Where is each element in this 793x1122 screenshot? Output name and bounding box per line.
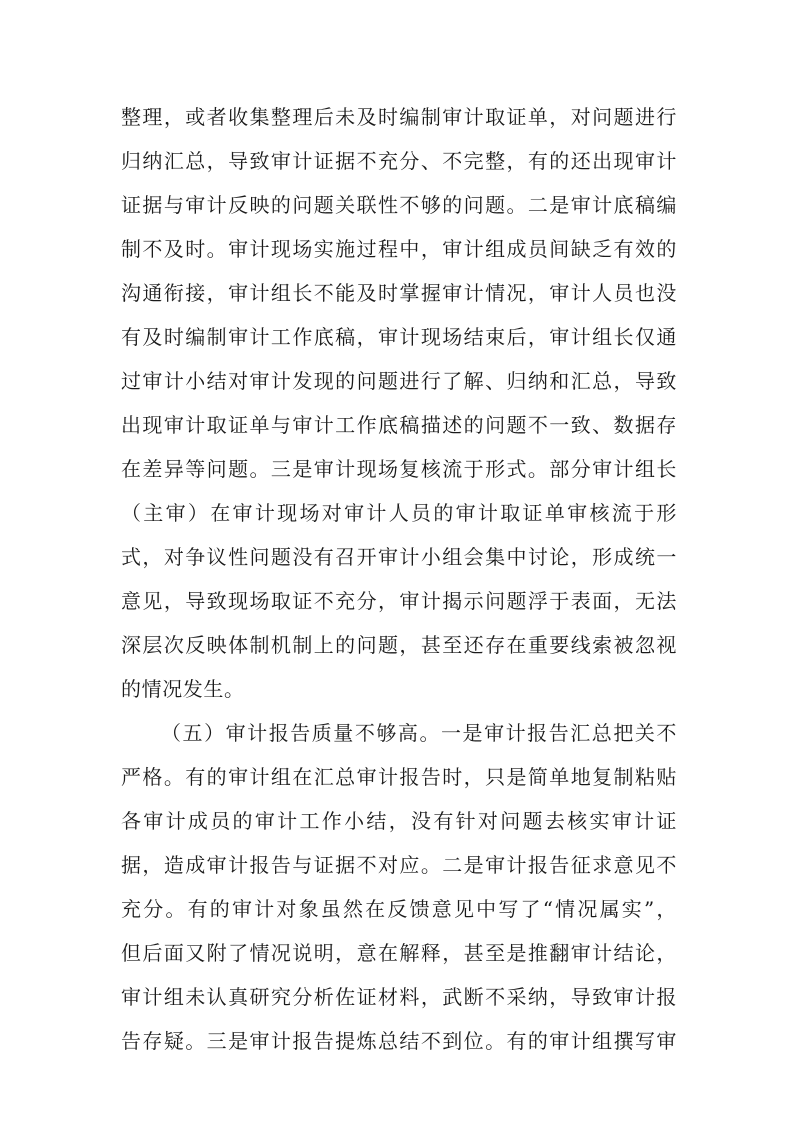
body-text-line: 深层次反映体制机制上的问题，甚至还存在重要线索被忽视: [121, 633, 677, 657]
body-text-line: 整理，或者收集整理后未及时编制审计取证单，对问题进行: [121, 105, 677, 129]
body-text-line: 严格。有的审计组在汇总审计报告时，只是简单地复制粘贴: [121, 765, 677, 789]
body-text-line: （主审）在审计现场对审计人员的审计取证单审核流于形: [121, 501, 677, 525]
body-text-line: 在差异等问题。三是审计现场复核流于形式。部分审计组长: [121, 457, 677, 481]
body-text-line: 证据与审计反映的问题关联性不够的问题。二是审计底稿编: [121, 193, 677, 217]
body-text-line: 有及时编制审计工作底稿，审计现场结束后，审计组长仅通: [121, 325, 677, 349]
body-text-line: 归纳汇总，导致审计证据不充分、不完整，有的还出现审计: [121, 149, 677, 173]
body-text-line: 沟通衔接，审计组长不能及时掌握审计情况，审计人员也没: [121, 281, 677, 305]
body-text-line: 但后面又附了情况说明，意在解释，甚至是推翻审计结论，: [121, 941, 677, 965]
body-text-line: 的情况发生。: [121, 677, 245, 701]
body-text-line: 充分。有的审计对象虽然在反馈意见中写了“情况属实”，: [121, 897, 677, 921]
body-text-line: 各审计成员的审计工作小结，没有针对问题去核实审计证: [121, 809, 677, 833]
body-text-line: 意见，导致现场取证不充分，审计揭示问题浮于表面，无法: [121, 589, 677, 613]
body-text-line: 制不及时。审计现场实施过程中，审计组成员间缺乏有效的: [121, 237, 677, 261]
section-heading-line: （五）审计报告质量不够高。一是审计报告汇总把关不: [161, 721, 677, 745]
body-text-line: 式，对争议性问题没有召开审计小组会集中讨论，形成统一: [121, 545, 677, 569]
body-text-line: 过审计小结对审计发现的问题进行了解、归纳和汇总，导致: [121, 369, 677, 393]
body-text-line: 据，造成审计报告与证据不对应。二是审计报告征求意见不: [121, 853, 677, 877]
body-text-line: 告存疑。三是审计报告提炼总结不到位。有的审计组撰写审: [121, 1029, 677, 1053]
body-text-line: 出现审计取证单与审计工作底稿描述的问题不一致、数据存: [121, 413, 677, 437]
body-text-line: 审计组未认真研究分析佐证材料，武断不采纳，导致审计报: [121, 985, 677, 1009]
